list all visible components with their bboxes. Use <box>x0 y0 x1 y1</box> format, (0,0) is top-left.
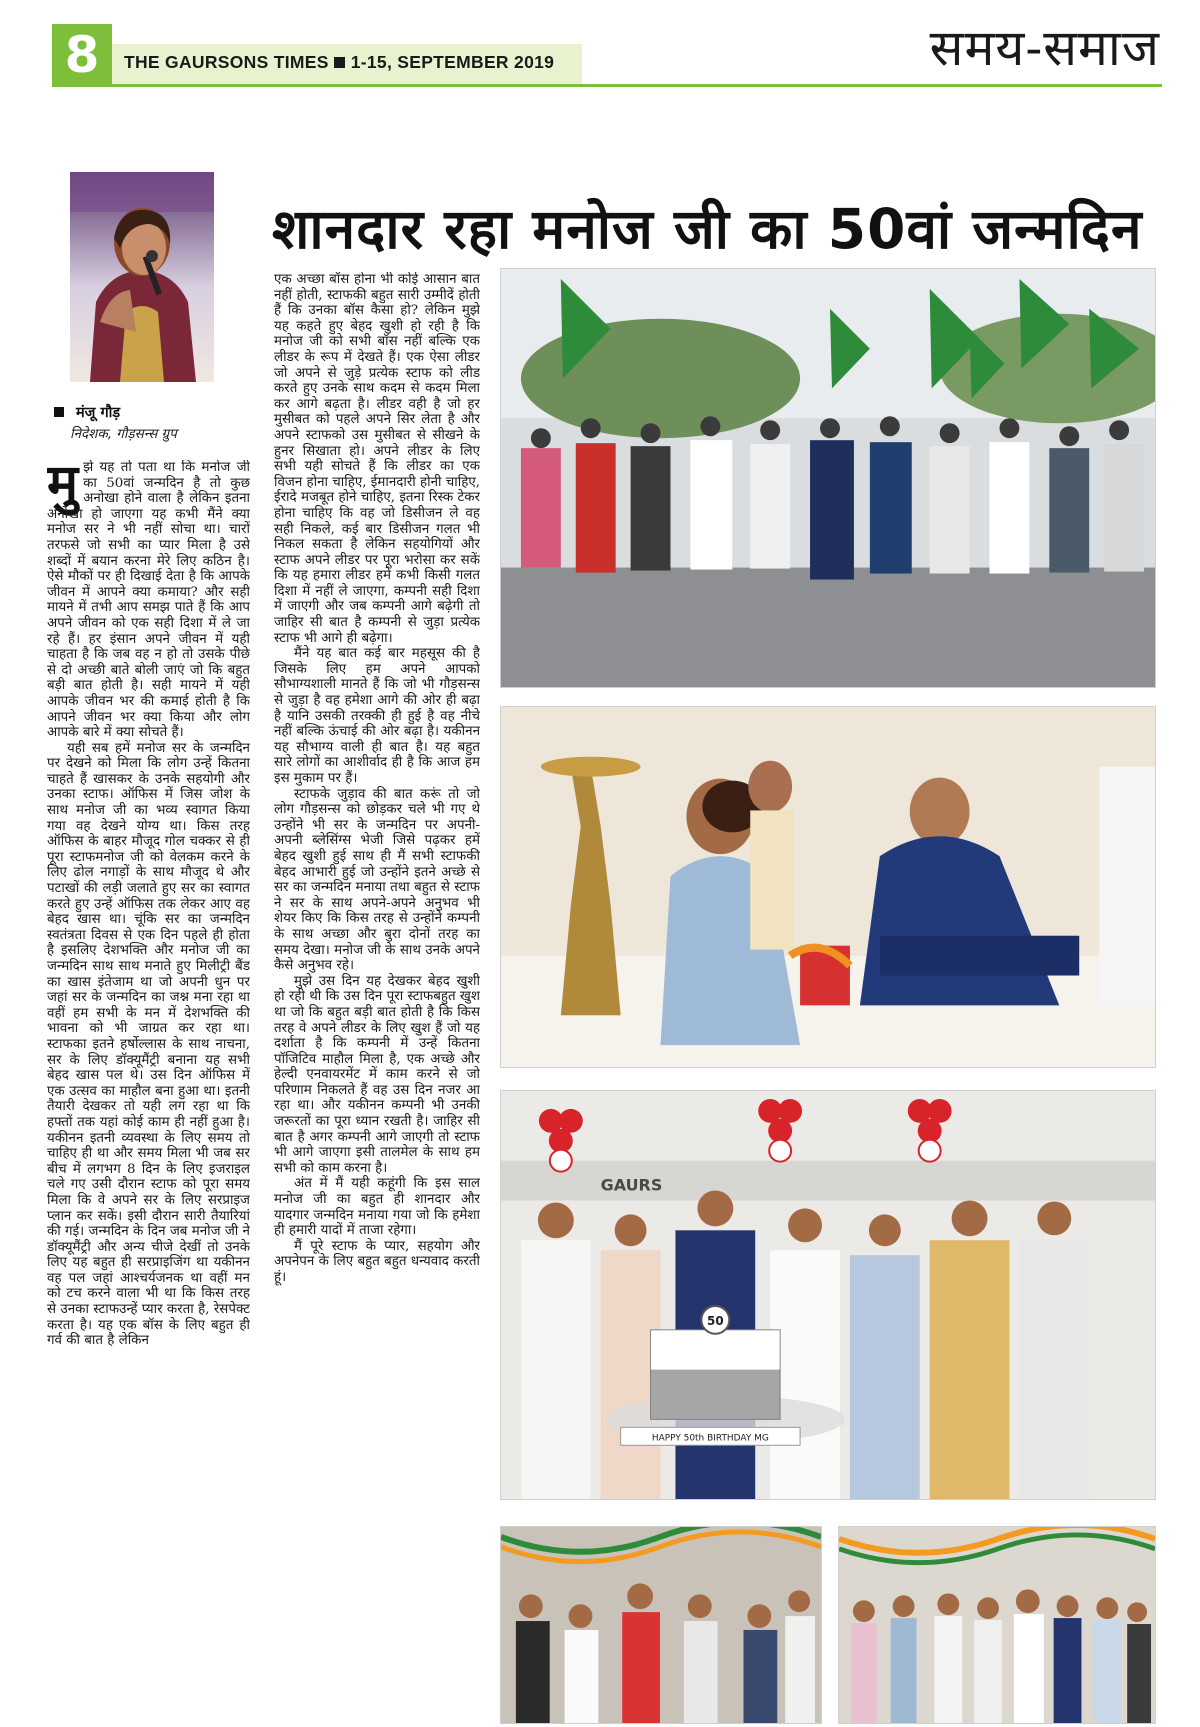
article-column-1 <box>47 460 250 1722</box>
cake-cutting-image <box>501 1091 1155 1499</box>
square-bullet-icon <box>54 407 64 417</box>
square-bullet-icon <box>334 57 345 68</box>
paragraph: मैं पूरे स्टाफ के प्यार, सहयोग और अपनेपन के लिए बहुत बहुत धन्यवाद करती हूं। <box>274 1238 480 1285</box>
lead-text: झे यह तो पता था कि मनोज जी का 50वां जन्मदिन है तो कुछ अनोखा होने वाला है लेकिन इतना अनोखा हो जाएगा यह कभी मैंने क्या मनोज सर ने भी नहीं सोचा था। चारों तरफसे जो सभी का प्यार मिला है उसे शब्दों में बयान करना मेरे लिए कठिन है। ऐसे मौकों पर ही दिखाई देता है कि आपके जीवन में आपने क्या कमाया? और सही मायने में तभी आप समझ पाते हैं कि आप अपने जीवन को एक सही दिशा में ले जा रहे हैं। हर इंसान अपने जीवन में यही चाहता है कि जब वह न हो तो उसके पीछे से दो अच्छी बाते बोली जाएं जो कि बहुत बड़ी बात होती है। सही मायने में यही आपके जीवन भर की कमाई होती है कि आपने जीवन भर क्या किया और लोग आपके बारे में क्या सोचते हैं। <box>47 460 250 741</box>
dance-image <box>501 1527 821 1723</box>
author-role: निदेशक, गौड़सन्स ग्रुप <box>70 426 177 442</box>
wall-sign-text: GAURS <box>600 1175 663 1195</box>
photo-cake-cutting <box>500 1090 1156 1500</box>
masthead <box>124 52 554 73</box>
paragraph: स्टाफके जुड़ाव की बात करूं तो जो लोग गौड़सन्स को छोड़कर चले भी गए थे उन्होंने भी सर के जन्मदिन पर अपनी-अपनी ब्लेसिंग्स भेजी जिसे पढ़कर हमें बेहद खुशी हुई साथ ही मैं सभी स्टाफकी बेहद आभारी हुई जो उन्होंने इतने अच्छे से सर का जन्मदिन मनाया तथा बहुत से स्टाफ ने सर के साथ अपने-अपने अनुभव भी शेयर किए कि किस तरह से उन्होंने कम्पनी के साथ अच्छा और बुरा दोनों तरह का समय देखा। मनोज जी के साथ उनके अपने कैसे अनुभव रहे। <box>274 786 480 974</box>
gathering-image <box>839 1527 1155 1723</box>
photo-group-gathering <box>838 1526 1156 1724</box>
issue-date: 1-15, SEPTEMBER 2019 <box>350 52 555 72</box>
paragraph: मैंने यह बात कई बार महसूस की है जिसके लिए हम अपने आपको सौभाग्यशाली मानते हैं कि जो भी गौड़सन्स से जुड़ा है वह हमेशा आगे की ओर ही बढ़ा है यानि उसकी तरक्की ही हुई है वह नीचे नहीं बल्कि ऊंचाई की ओर बढ़ा है। यकीनन यह सौभाग्य वाली ही बात है। यह बहुत सारे लोगों का आशीर्वाद ही है कि आज हम इस मुकाम पर हैं। <box>274 646 480 786</box>
drop-cap: मु <box>47 460 79 514</box>
photo-puja-ceremony <box>500 706 1156 1068</box>
lead-paragraph <box>47 460 250 741</box>
paragraph: यही सब हमें मनोज सर के जन्मदिन पर देखने को मिला कि लोग उन्हें कितना चाहते हैं खासकर के उनके सहयोगी और उनका स्टाफ। ऑफिस में जिस जोश के साथ मनोज जी का भव्य स्वागत किया गया वह देखने योग्य था। किस तरह ऑफिस के बाहर मौजूद गोल चक्कर से ही पूरा स्टाफमनोज जी को वेलकम करने के लिए ढोल नगाड़ों के साथ मौजूद थे और पटाखों की लड़ी जलाते हुए सर का स्वागत करते हुए उन्हें ऑफिस तक लेकर आए वह बेहद खास था। चूंकि सर का जन्मदिन स्वतंत्रता दिवस से एक दिन पहले ही होता है इसलिए देशभक्ति और मनोज जी का जन्मदिन साथ साथ मनाते हुए मिलीट्री बैंड का खास इंतेजाम था जो अपनी धुन पर जहां सर के जन्मदिन का जश्न मना रहा था वहीं हम सभी के मन में देशभक्ति की भावना को भी जाग्रत कर रहा था। स्टाफका इतने हर्षोल्लास के साथ नाचना, सर के लिए डॉक्यूमैंट्री बनाना यह सभी बेहद खास पल थे। उस दिन ऑफिस में एक उत्सव का माहौल बना हुआ था। इतनी तैयारी देखकर तो यही लग रहा था कि हफ्तों तक यहां कोई काम ही नहीं हुआ है। यकीनन इतनी व्यवस्था के लिए समय तो चाहिए ही था और समय मिला भी जब सर बीच में लगभग 8 दिन के लिए इजराइल चले गए उसी दौरान स्टाफ को पूरा समय मिला कि वे अपने सर के लिए सरप्राइज प्लान कर सकें। इसी दौरान सारी तैयारियां की गई। जन्मदिन के दिन जब मनोज जी ने डॉक्यूमैंट्री और अन्य चीजे देखीं तो उनके लिए यह बहुत ही सरप्राइजिंग था यकीनन वह पल जहां आश्चर्यजनक था वहीं मन को टच करने वाला भी था कि किस तरह से उनका स्टाफउन्हें प्यार करता है, रेसपेक्ट करता है। यह एक बॉस के लिए बहुत ही गर्व की बात है लेकिन <box>47 740 250 1349</box>
author-photo-image <box>70 172 214 382</box>
section-title: समय-समाज <box>929 19 1160 77</box>
puja-image <box>501 707 1155 1067</box>
article-headline: शानदार रहा मनोज जी का 50वां जन्मदिन <box>272 197 1143 261</box>
procession-image <box>501 269 1155 687</box>
paragraph: एक अच्छा बॉस होना भी कोई आसान बात नहीं होती, स्टाफकी बहुत सारी उम्मीदें होती हैं कि उनका बॉस कैसा हो? लेकिन मुझे यह कहते हुए बेहद खुशी हो रही है कि मनोज जी को सभी बॉस नहीं बल्कि एक लीडर के रूप में देखते हैं। एक ऐसा लीडर जो अपने से जुड़े प्रत्येक स्टाफ को लीड करते हुए उनके साथ कदम से कदम मिला कर आगे बढ़ता है। लीडर वही है जो हर मुसीबत को पहले अपने सिर लेता है और अपने स्टाफको उस मुसीबत से सीखने के हुनर सिखाता हो। अपने लीडर के लिए सभी यही सोचते हैं कि लीडर का एक विजन होना चाहिए, ईमानदारी होनी चाहिए, ईरादे मजबूत होने चाहिए, इतना रिस्क टेकर होना चाहिए कि वह जो डिसीजन ले वह सही निकले, कई बार डिसीजन गलत भी निकल सकता है लेकिन सहयोगियों और स्टाफ अपने लीडर पर पूरा भरोसा कर सकें कि यह हमारा लीडर हमें कभी किसी गलत दिशा में नहीं ले जाएगा, कम्पनी सही दिशा में जाएगी और जब कम्पनी आगे बढ़ेगी तो जाहिर सी बात है कम्पनी से जुड़ा प्रत्येक स्टाफ भी आगे ही बढ़ेगा। <box>274 272 480 646</box>
cake-topper-text: 50 <box>707 1313 724 1328</box>
paragraph: मुझे उस दिन यह देखकर बेहद खुशी हो रही थी कि उस दिन पूरा स्टाफबहुत खुश था जो कि बहुत बड़ी बात होती है कि किस तरह वे अपने लीडर के लिए खुश हैं जो यह दर्शाता है कि कम्पनी में उन्हें कितना पॉजिटिव माहौल मिला है, एक अच्छे और हेल्दी एनवायरमेंट में काम करने से जो परिणाम निकलते हैं वह उस दिन नजर आ रहा था। और यकीनन कम्पनी भी उनकी जरूरतों का पूरा ध्यान रखती है। जाहिर सी बात है अगर कम्पनी आगे जाएगी तो स्टाफ भी आगे जाएगा इसी तालमेल के साथ हम सभी को काम करना है। <box>274 973 480 1176</box>
author-name <box>54 402 120 422</box>
paragraph: अंत में मैं यही कहूंगी कि इस साल मनोज जी का बहुत ही शानदार और यादगार जन्मदिन मनाया गया जो कि हमेशा ही हमारी यादों में ताजा रहेगा। <box>274 1176 480 1239</box>
article-column-2 <box>274 272 480 1722</box>
header-rule <box>52 84 1162 87</box>
masthead-title: THE GAURSONS TIMES <box>124 52 329 72</box>
page-number: 8 <box>52 24 112 86</box>
author-photo <box>70 172 214 382</box>
cake-message-text: HAPPY 50th BIRTHDAY MG <box>651 1433 769 1444</box>
author-name-text: मंजू गौड़ <box>76 405 121 421</box>
photo-procession <box>500 268 1156 688</box>
photo-dance-celebration <box>500 1526 822 1724</box>
